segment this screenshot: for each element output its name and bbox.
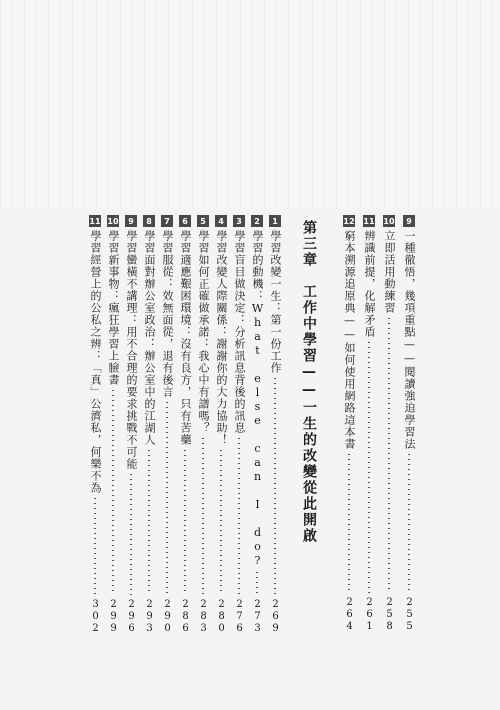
entry-number-badge: 8 [143, 215, 155, 227]
dot-leader [148, 450, 150, 595]
dot-leader [388, 318, 390, 593]
entry-page-number: 283 [198, 599, 209, 635]
entry-title: 學習新事物：瘋狂學習上臉書 [107, 230, 120, 386]
entry-number-badge: 6 [179, 215, 191, 227]
entry-number-badge: 9 [125, 215, 137, 227]
entry-page-number: 264 [344, 597, 355, 633]
entry-title: 學習改變人際關係：謝謝你的大力協助！ [215, 230, 228, 446]
dot-leader [368, 342, 370, 593]
entry-page-number: 273 [252, 599, 263, 635]
toc-entry [268, 215, 282, 635]
dot-leader [274, 378, 276, 595]
dot-leader [408, 454, 410, 593]
entry-number-badge: 11 [363, 216, 375, 226]
dot-leader [348, 454, 350, 593]
table-of-contents [0, 208, 500, 710]
entry-title: 學習適應艱困環境：沒有良方，只有苦藥 [179, 230, 192, 446]
entry-title: 學習經營上的公私之辨：「真」公濟私，何樂不為 [89, 230, 102, 494]
toc-entry [250, 215, 264, 635]
toc-entry [382, 215, 396, 633]
entry-page-number: 290 [162, 599, 173, 635]
entry-number-badge: 1 [269, 215, 281, 227]
toc-entry [362, 215, 376, 633]
entry-page-number: 293 [144, 599, 155, 635]
toc-entry [214, 215, 228, 635]
toc-entry [124, 215, 138, 635]
toc-entry [342, 215, 356, 633]
dot-leader [256, 572, 258, 595]
entry-title: 學習盲目做決定：分析訊息背後的訊息 [233, 230, 246, 434]
entry-page-number: 261 [364, 597, 375, 633]
lined-paper-band [0, 0, 500, 208]
entry-page-number: 269 [270, 599, 281, 635]
entry-title: 學習面對辦公室政治：辦公室中的江湖人 [143, 230, 156, 446]
entry-title: 學習改變一生：第一份工作 [269, 230, 282, 374]
toc-entry [232, 215, 246, 635]
entry-number-badge: 4 [215, 215, 227, 227]
toc-entry [402, 215, 416, 633]
entry-page-number: 258 [384, 597, 395, 633]
toc-entry [88, 215, 102, 635]
entry-number-badge: 3 [233, 215, 245, 227]
entry-title: 學習如何正確做承諾：我心中有譜嗎？ [197, 230, 210, 434]
chapter-heading: 第三章 工作中學習——一生的改變從此開啟 [301, 220, 317, 544]
dot-leader [112, 390, 114, 595]
entry-title: 學習的動機：What else can I do? [251, 230, 264, 568]
dot-leader [184, 450, 186, 595]
entry-page-number: 276 [234, 599, 245, 635]
entry-number-badge: 2 [251, 215, 263, 227]
entry-number-badge: 9 [403, 215, 415, 227]
dot-leader [238, 438, 240, 595]
entry-title: 辨識前提，化解矛盾 [363, 230, 376, 338]
dot-leader [166, 402, 168, 595]
toc-entry [178, 215, 192, 635]
entry-title: 立即活用動練習 [383, 230, 396, 314]
entry-page-number: 280 [216, 599, 227, 635]
entry-title: 一種徹悟，幾項重點——閱讀強迫學習法 [403, 230, 416, 450]
dot-leader [202, 438, 204, 595]
toc-entry [106, 215, 120, 635]
entry-page-number: 296 [126, 599, 137, 635]
entry-page-number: 299 [108, 599, 119, 635]
entry-number-badge: 11 [89, 216, 101, 226]
entry-number-badge: 7 [161, 215, 173, 227]
dot-leader [130, 474, 132, 595]
toc-entry [160, 215, 174, 635]
entry-page-number: 302 [90, 599, 101, 635]
entry-title: 學習蠻橫不講理：用不合理的要求挑戰不可能 [125, 230, 138, 470]
entry-number-badge: 10 [107, 216, 119, 226]
entry-title: 學習服從：效無面從，退有後言 [161, 230, 174, 398]
entry-page-number: 255 [404, 597, 415, 633]
entry-number-badge: 10 [383, 216, 395, 226]
toc-entry [196, 215, 210, 635]
dot-leader [220, 450, 222, 595]
entry-number-badge: 5 [197, 215, 209, 227]
dot-leader [94, 498, 96, 595]
entry-number-badge: 12 [343, 216, 355, 226]
toc-entry [142, 215, 156, 635]
entry-page-number: 286 [180, 599, 191, 635]
entry-title: 窮本溯源追原典——如何使用網路這本書 [343, 230, 356, 450]
